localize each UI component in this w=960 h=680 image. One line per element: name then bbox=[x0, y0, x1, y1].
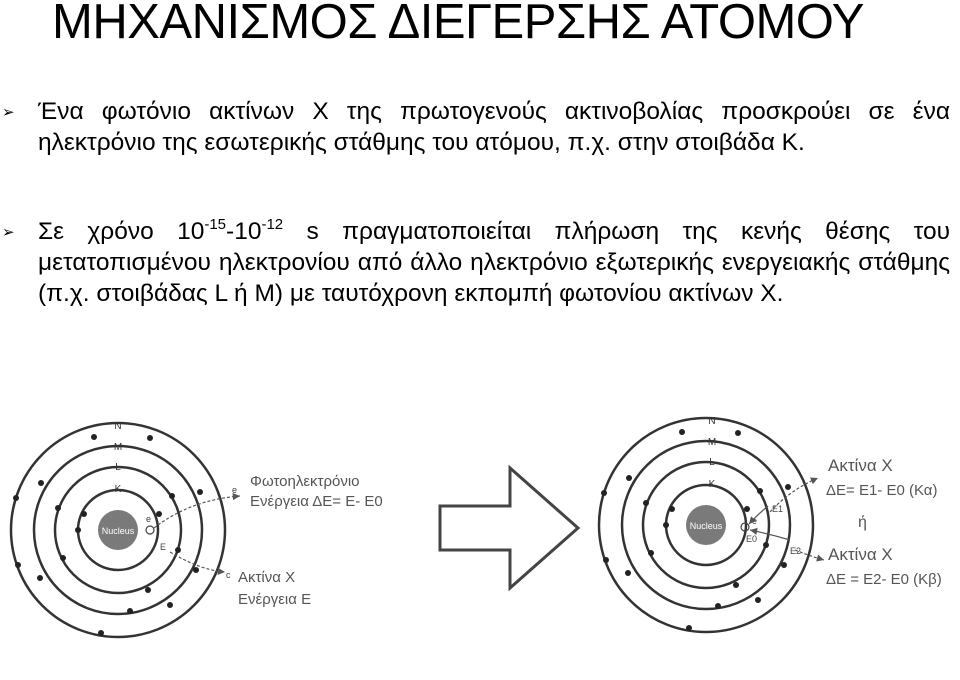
ejected-electron-label: e bbox=[232, 485, 238, 495]
atom-excitation-diagram bbox=[0, 400, 960, 680]
shell-label-m-right: M bbox=[707, 437, 717, 448]
bullet-arrow-icon: ➢ bbox=[2, 224, 15, 241]
energy-e0-mark: E bbox=[160, 542, 167, 552]
exponent-2: -12 bbox=[261, 216, 284, 233]
e1-mark: E1 bbox=[772, 504, 784, 514]
bullet-text-end: s πραγματοποιείται πλήρωση της κενής θέσης του μετατοπισμένου ηλεκτρονίου από άλλο ηλεκτρόνιο εξωτερικής ενεργειακής στάθμης (π.χ. στοιβάδας L ή M) με ταυτόχρονη εκπομπή φωτονίου ακτίνων Χ. bbox=[38, 218, 950, 307]
shell-label-n: N bbox=[114, 421, 122, 432]
xray1-energy: ΔΕ= Ε1- Ε0 (Κα) bbox=[826, 482, 938, 499]
nucleus-label: Nucleus bbox=[101, 526, 135, 536]
or-label: ή bbox=[858, 514, 867, 531]
right-atom bbox=[599, 416, 942, 632]
shell-label-l-right: L bbox=[709, 457, 715, 468]
exponent-1: -15 bbox=[204, 216, 227, 233]
bullet-arrow-icon: ➢ bbox=[2, 104, 15, 121]
electron-label-right: e bbox=[752, 516, 758, 526]
transition-arrow-icon bbox=[440, 468, 578, 588]
e0-mark: E0 bbox=[746, 534, 758, 544]
xray-gamma-mark: c bbox=[226, 570, 231, 580]
shell-label-n-right: N bbox=[708, 416, 716, 427]
xray1-label: Ακτίνα Χ bbox=[828, 456, 893, 475]
xray2-energy: ΔΕ = Ε2- Ε0 (Κβ) bbox=[826, 571, 942, 588]
page-title: ΜΗΧΑΝΙΣΜΟΣ ΔΙΕΓΕΡΣΗΣ ΑΤΟΜΟΥ bbox=[52, 0, 864, 49]
left-atom bbox=[11, 421, 383, 637]
shell-label-k: K bbox=[114, 484, 122, 495]
electron-label: e bbox=[146, 514, 152, 524]
bullet-text-start: Σε χρόνο 10 bbox=[38, 218, 205, 245]
shell-label-l: L bbox=[115, 462, 121, 473]
xray2-label: Ακτίνα Χ bbox=[828, 545, 893, 564]
photoelectron-energy: Ενέργεια ΔΕ= Ε- Ε0 bbox=[250, 493, 383, 510]
vacancy-marker bbox=[146, 526, 154, 534]
transition-l-to-k bbox=[749, 506, 768, 524]
shell-label-k-right: K bbox=[708, 479, 716, 490]
shell-label-m: M bbox=[113, 442, 123, 453]
photoelectron-label: Φωτοηλεκτρόνιο bbox=[250, 473, 360, 490]
nucleus-label-right: Nucleus bbox=[689, 521, 723, 531]
e2-mark: E2 bbox=[790, 546, 802, 556]
bullet-photon-impact: Ένα φωτόνιο ακτίνων Χ της πρωτογενούς ακτινοβολίας προσκρούει σε ένα ηλεκτρόνιο της εσωτερικής στάθμης του ατόμου, π.χ. στην στοιβάδα Κ. bbox=[38, 98, 950, 156]
xray-energy: Ενέργεια Ε bbox=[238, 591, 312, 608]
xray-label: Ακτίνα Χ bbox=[238, 569, 296, 586]
bullet-text-middle: -10 bbox=[226, 218, 262, 245]
bullet-vacancy-filling bbox=[38, 216, 950, 309]
